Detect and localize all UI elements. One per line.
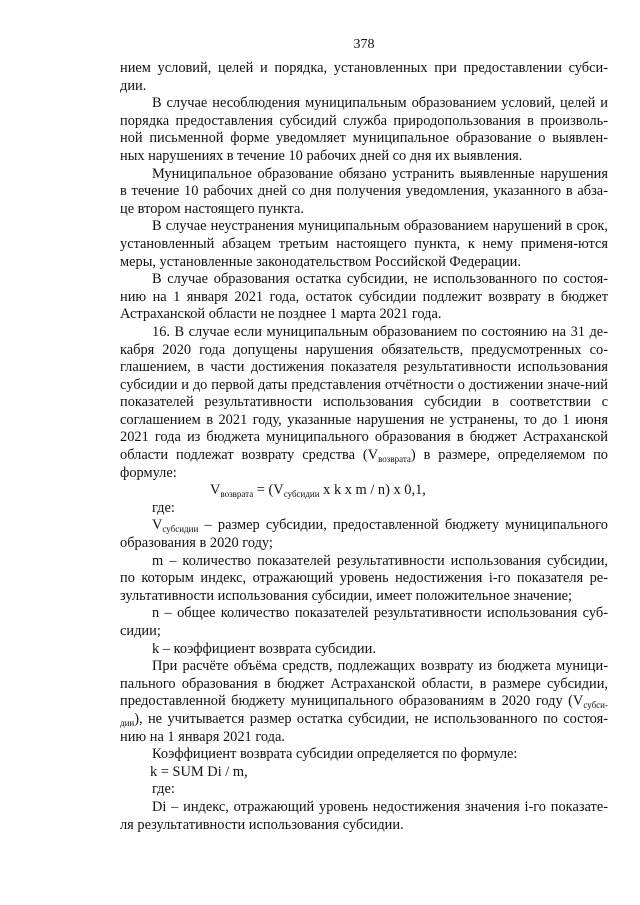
paragraph-coefficient: Коэффициент возврата субсидии определяется по формуле: <box>152 746 518 763</box>
definition-m: m – количество показателей результативности использования субсидии, по которым индекс, отражающий уровень недостижения i-го показателя ре-зультативности использования субсидии, имеет положительное значение; <box>120 552 608 604</box>
where-label: где: <box>152 499 175 516</box>
paragraph-16: 16. В случае если муниципальным образованием по состоянию на 31 де-кабря 2020 года допущены нарушения обязательств, предусмотренных со-глашением, в части достижения показателя результативности использования субсидии и до первой даты представления отчётности о достижении значе-ний показателей результативности использования субсидии в соответствии с соглашением в 2021 году, указанные нарушения не устранены, то до 1 июня 2021 года из бюджета муниципального образования в бюджет Астраханской области подлежат возврату средства $(V_{возврата})$ в размере, определяемом по формуле: <box>120 323 608 481</box>
formula-coefficient: k = SUM Di / m, <box>150 763 248 780</box>
page-number: 378 <box>353 37 375 52</box>
paragraph: В случае несоблюдения муниципальным образованием условий, целей и порядка предоставления субсидий служба природопользования в произволь-ной письменной форме уведомляет муниципальное образование о выявлен-ных нарушениях в течение 10 рабочих дней со дня их выявления. <box>120 95 608 164</box>
document-body <box>120 60 608 834</box>
formula-return: $V_{возврата} = (V_{субсидии}$ x k x m / n) x 0,1, <box>210 482 426 500</box>
paragraph-calculation: При расчёте объёма средств, подлежащих возврату из бюджета муници-пального образования в бюджет Астраханской области, в размере субсидии, предоставленной бюджету муниципального образованиям в 2020 году $(V_{субси-дии})$, не учитывается размер остатка субсидии, не использованного по состоя-нию на 1 января 2021 года. <box>120 658 608 745</box>
paragraph: В случае образования остатка субсидии, не использованного по состоя-нию на 1 января 2021 года, остаток субсидии подлежит возврату в бюджет Астраханской области не позднее 1 марта 2021 года. <box>120 271 608 323</box>
where-label: где: <box>152 781 175 798</box>
paragraph: В случае неустранения муниципальным образованием нарушений в срок, установленный абзацем третьим настоящего пункта, к нему применя-ются меры, установленные законодательством Российской Федерации. <box>120 218 608 270</box>
definition-n: n – общее количество показателей результативности использования суб-сидии; <box>120 605 608 639</box>
paragraph: Муниципальное образование обязано устранить выявленные нарушения в течение 10 рабочих дней со дня получения уведомления, указанного в абза-це втором настоящего пункта. <box>120 165 608 217</box>
definition-di: Di – индекс, отражающий уровень недостижения значения i-го показате-ля результативности использования субсидии. <box>120 798 608 833</box>
definition-v-subsidy: $V_{субсидии}$ – размер субсидии, предоставленной бюджету муниципального образования в 2020 году; <box>120 517 608 552</box>
definition-k: k – коэффициент возврата субсидии. <box>152 640 376 657</box>
paragraph: нием условий, целей и порядка, установленных при предоставлении субси-дии. <box>120 60 608 94</box>
